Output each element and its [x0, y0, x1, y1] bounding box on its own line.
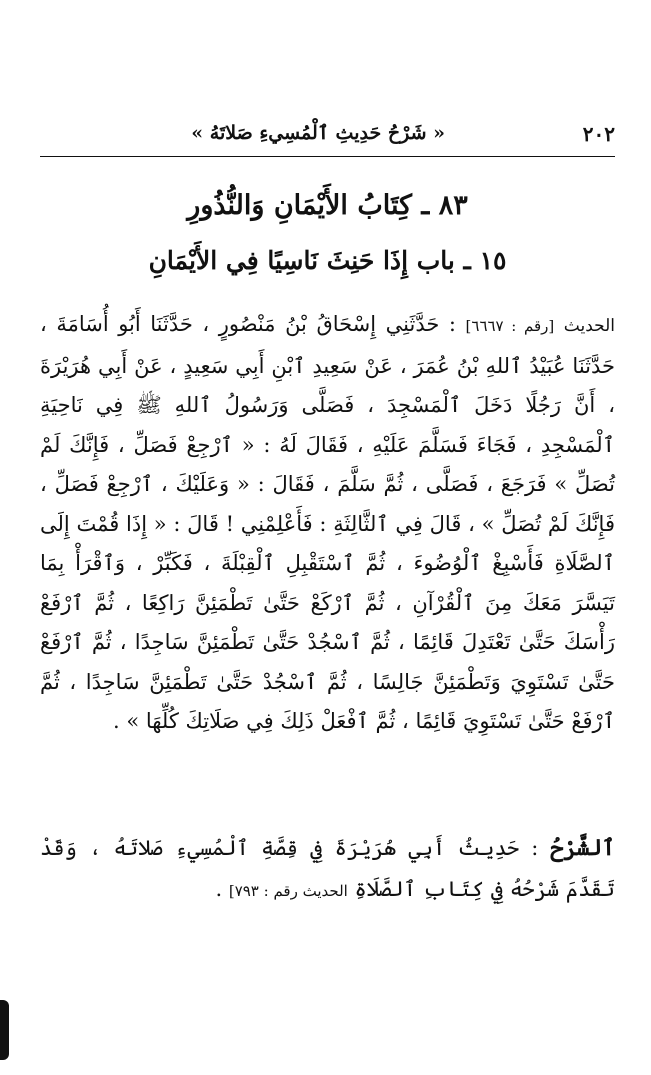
running-head: [40, 118, 615, 152]
page-edge-mark: [0, 1000, 9, 1060]
sharh-text: : حَدِيثُ أَبِي هُرَيْرَةَ فِي قِصَّةِ ٱلْمُسِيءِ صَلاتَهُ ، وَقَدْ تَقَدَّمَ شَرْحُهُ فِي كِتَابِ ٱلصَّلَاةِ: [40, 836, 615, 901]
book-heading: ٨٣ ـ كِتَابُ الأَيْمَانِ وَالنُّذُورِ: [187, 190, 468, 221]
chapter-heading: ١٥ ـ باب إِذَا حَنِثَ نَاسِيًا فِي الأَيْمَانِ: [148, 246, 507, 275]
hadith-paragraph: [40, 305, 615, 742]
running-title: « شَرْحُ حَدِيثِ ٱلْمُسِيءِ صَلاتَهُ »: [191, 122, 445, 144]
sharh-label: ٱلشَّرْحُ: [550, 835, 615, 861]
hadith-text: : حَدَّثَنِي إِسْحَاقُ بْنُ مَنْصُورٍ ، حَدَّثَنَا أَبُو أُسَامَةَ ، حَدَّثَنَا عُبَيْدُ ٱللهِ بْنُ عُمَرَ ، عَنْ سَعِيدِ ٱبْنِ أَبِي سَعِيدٍ ، عَنْ أَبِي هُرَيْرَةَ ، أَنَّ رَجُلًا دَخَلَ ٱلْمَسْجِدَ ، فَصَلَّى وَرَسُولُ ٱللهِ ﷺ فِي نَاحِيَةِ ٱلْمَسْجِدِ ، فَجَاءَ فَسَلَّمَ عَلَيْهِ ، فَقَالَ لَهُ : « ٱرْجِعْ فَصَلِّ ، فَإِنَّكَ لَمْ تُصَلِّ » فَرَجَعَ ، فَصَلَّى ، ثُمَّ سَلَّمَ ، فَقَالَ : « وَعَلَيْكَ ، ٱرْجِعْ فَصَلِّ ، فَإِنَّكَ لَمْ تُصَلِّ » ، قَالَ فِي ٱلثَّالِثَةِ : فَأَعْلِمْنِي ! قَالَ : « إِذَا قُمْتَ إِلَى ٱلصَّلَاةِ فَأَسْبِغْ ٱلْوُضُوءَ ، ثُمَّ ٱسْتَقْبِلِ ٱلْقِبْلَةَ ، فَكَبِّرْ ، وَٱقْرَأْ بِمَا تَيَسَّرَ مَعَكَ مِنَ ٱلْقُرْآنِ ، ثُمَّ ٱرْكَعْ حَتَّىٰ تَطْمَئِنَّ رَاكِعًا ، ثُمَّ ٱرْفَعْ رَأْسَكَ حَتَّىٰ تَعْتَدِلَ قَائِمًا ، ثُمَّ ٱسْجُدْ حَتَّىٰ تَطْمَئِنَّ سَاجِدًا ، ثُمَّ ٱرْفَعْ حَتَّىٰ تَسْتَوِيَ وَتَطْمَئِنَّ جَالِسًا ، ثُمَّ ٱسْجُدْ حَتَّىٰ تَطْمَئِنَّ سَاجِدًا ، ثُمَّ ٱرْفَعْ حَتَّىٰ تَسْتَوِيَ قَائِمًا ، ثُمَّ ٱفْعَلْ ذَلِكَ فِي صَلَاتِكَ كُلِّهَا » .: [40, 312, 615, 733]
hadith-reference: [رقم : ٦٦٦٧]: [465, 317, 555, 335]
sharh-reference: الحديث رقم : ٧٩٣]: [228, 882, 348, 900]
sharh-end: .: [215, 877, 223, 901]
header-rule: [40, 156, 615, 157]
sharh-paragraph: [40, 828, 615, 912]
page-number: ٢٠٢: [582, 122, 615, 146]
hadith-label: الحديث: [563, 316, 615, 336]
